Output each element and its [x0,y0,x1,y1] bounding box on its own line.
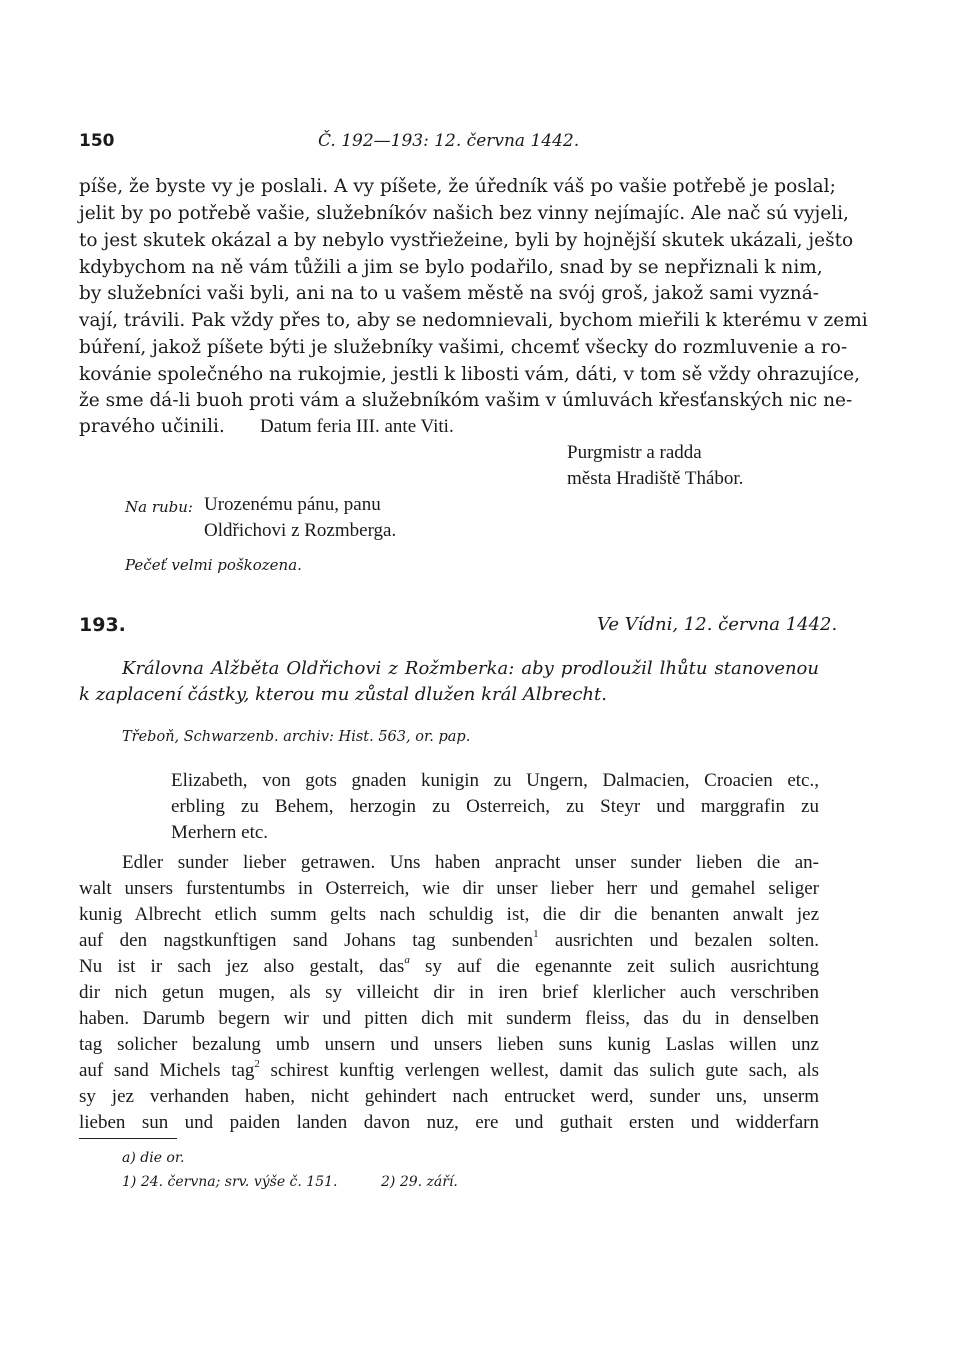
text-segment: sy auf die egenannte zeit sulich ausrichtung [409,956,819,977]
text-line: tag solicher bezalung umb unsern und unsers lieben suns kunig Laslas willen unz [79,1034,819,1055]
footnote-ref-a: a [404,953,410,966]
text-segment: schirest kunftig verlengen wellest, damit das sulich gute sach, als [259,1060,819,1081]
text-segment: auf sand Michels tag [79,1060,255,1081]
footnote-rule [79,1138,177,1139]
signature-line-1: Purgmistr a radda [567,442,702,463]
text-segment: Nu ist ir sach jez also gestalt, das [79,956,405,977]
text-line: kovánie společného na rukojmie, jestli k libosti vám, dáti, v tom sě vždy ohrazujíce, [79,364,861,385]
page-number: 150 [79,131,115,151]
footnote-2: 2) 29. září. [381,1174,458,1190]
text-line: dir nich getun mugen, als sy villeicht dir in iren brief klerlicher auch verschriben [79,982,819,1003]
intitulatio-line: Merhern etc. [171,822,269,843]
text-line-last: pravého učinili. [79,416,225,437]
text-line: sy jez verhanden haben, nicht gehindert nach entrucket werd, sunder uns, unserm [79,1086,819,1107]
footnote-a: a) die or. [122,1150,185,1166]
verso-address-1: Urozenému pánu, panu [204,494,381,515]
verso-address-2: Oldřichovi z Rozmberga. [204,520,397,541]
footnote-ref-1: 1 [533,927,539,940]
text-line [79,1058,819,1084]
intitulatio-line: Elizabeth, von gots gnaden kunigin zu Ungern, Dalmacien, Croacien etc., [171,770,819,791]
running-title: Č. 192—193: 12. června 1442. [318,131,580,151]
seal-note: Pečeť velmi poškozena. [125,556,302,574]
text-line: jelit by po potřebě vašie, služebníkóv našich bez vinny nejímajíc. Ale nač sú vyjeli, [79,203,849,224]
footnote-ref-2: 2 [254,1057,260,1070]
text-line [79,928,819,954]
text-line: walt unsers furstentumbs in Osterreich, wie dir unser lieber herr und gemahel seliger [79,878,819,899]
text-segment: auf den nagstkunftigen sand Johans tag sunbenden [79,930,534,951]
text-line: to jest skutek okázal a by nebylo vystřiežeine, byli by hojnější skutek ukázali, ješto [79,230,854,251]
footnote-1: 1) 24. června; srv. výše č. 151. [122,1174,338,1190]
place-date: Ve Vídni, 12. června 1442. [597,614,838,635]
text-line [79,954,819,980]
summary-line-2: k zaplacení částky, kterou mu zůstal dlužen král Albrecht. [79,684,607,705]
intitulatio-line: erbling zu Behem, herzogin zu Osterreich, zu Steyr und marggrafin zu [171,796,819,817]
text-line: kunig Albrecht etlich summ gelts nach schuldig ist, die dir die benanten anwalt jez [79,904,819,925]
text-line: kdybychom na ně vám tůžili a jim se bylo podařilo, snad by se nepřiznali k nim, [79,257,823,278]
text-line: búření, jakož píšete býti je služebníky vašimi, chcemť všecky do rozmluvenie a ro- [79,337,848,358]
summary-line-1: Královna Alžběta Oldřichovi z Rožmberka: aby prodloužil lhůtu stanovenou [122,658,819,679]
signature-line-2: města Hradiště Thábor. [567,468,744,489]
text-line: Edler sunder lieber getrawen. Uns haben anpracht unser sunder lieben die an- [122,852,819,873]
text-segment: ausrichten und bezalen solten. [538,930,819,951]
verso-label: Na rubu: [125,498,193,516]
text-line: haben. Darumb begern wir und pitten dich mit sunderm fleiss, das du in denselben [79,1008,819,1029]
document-number: 193. [79,614,126,636]
text-line: píše, že byste vy je poslali. A vy píšete, že úředník váš po vašie potřebě je poslal; [79,176,836,197]
source-note: Třeboň, Schwarzenb. archiv: Hist. 563, or. pap. [122,729,471,745]
datum: Datum feria III. ante Viti. [260,416,454,437]
text-line: že sme dá-li buoh proti vám a služebníkóm vašim v úmluvách křesťanských nic ne- [79,390,853,411]
text-line: vají, trávili. Pak vždy přes to, aby se nedomnievali, bychom mieřili k kterému v zemi [79,310,868,331]
text-line: lieben sun und paiden landen davon nuz, ere und guthait ersten und widderfarn [79,1112,819,1133]
text-line: by služebníci vaši byli, ani na to u vašem městě na svój groš, jakož sami vyzná- [79,283,819,304]
